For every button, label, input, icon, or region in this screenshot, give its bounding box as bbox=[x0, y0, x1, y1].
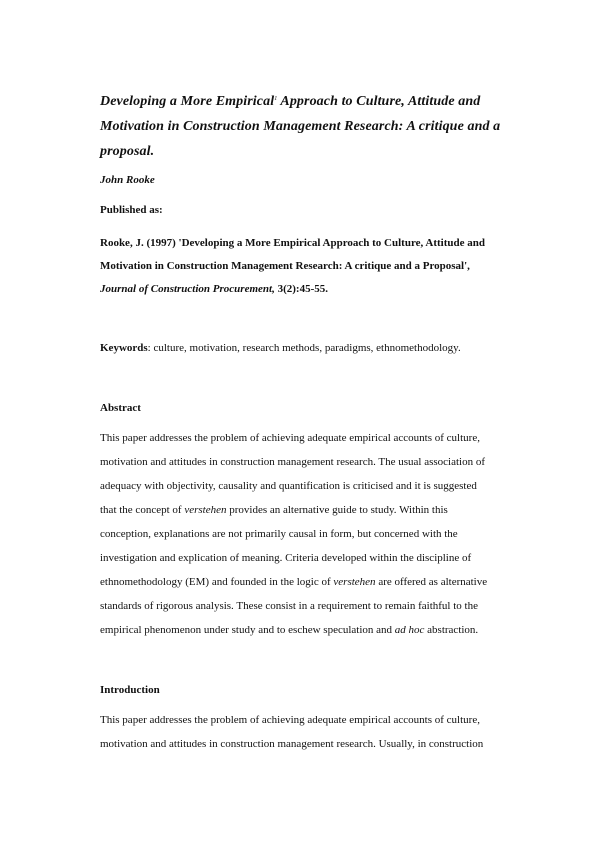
abstract-line bbox=[100, 498, 525, 522]
abstract-text: provides an alternative guide to study. Within this bbox=[226, 504, 448, 516]
abstract-line: standards of rigorous analysis. These consist in a requirement to remain faithful to the bbox=[100, 600, 478, 612]
abstract-line: This paper addresses the problem of achieving adequate empirical accounts of culture, bbox=[100, 432, 480, 444]
title-line-2: Motivation in Construction Management Research: A critique and a bbox=[100, 119, 501, 134]
volume-pages: 3(2):45-55. bbox=[274, 283, 328, 295]
introduction-line: motivation and attitudes in construction management research. Usually, in construction bbox=[100, 738, 484, 750]
abstract-text: ethnomethodology (EM) and founded in the logic of bbox=[100, 576, 334, 588]
abstract-emphasis: ad hoc bbox=[394, 624, 425, 636]
abstract-line bbox=[100, 570, 525, 594]
journal-name: Journal of Construction Procurement, bbox=[100, 283, 275, 295]
introduction-line: This paper addresses the problem of achieving adequate empirical accounts of culture, bbox=[100, 714, 480, 726]
keywords bbox=[100, 339, 525, 357]
title-line-3: proposal. bbox=[100, 144, 155, 159]
abstract-line: investigation and explication of meaning. Criteria developed within the discipline of bbox=[100, 552, 472, 564]
paper-title bbox=[100, 89, 525, 164]
abstract-emphasis: verstehen bbox=[184, 504, 227, 516]
citation-line-2: Motivation in Construction Management Research: A critique and a Proposal', bbox=[100, 260, 470, 272]
author-name: John Rooke bbox=[100, 174, 155, 186]
citation-line-3 bbox=[100, 278, 525, 301]
abstract-line bbox=[100, 618, 525, 642]
abstract-heading: Abstract bbox=[100, 402, 141, 414]
keywords-text: : culture, motivation, research methods, paradigms, ethnomethodology. bbox=[147, 342, 461, 354]
abstract-emphasis: verstehen bbox=[333, 576, 376, 588]
abstract-text: that the concept of bbox=[100, 504, 185, 516]
title-text: Approach to Culture, Attitude and bbox=[277, 94, 481, 109]
citation-line-1: Rooke, J. (1997) 'Developing a More Empirical Approach to Culture, Attitude and bbox=[100, 237, 485, 249]
title-line-1 bbox=[100, 89, 525, 114]
abstract-text: abstraction. bbox=[424, 624, 479, 636]
abstract-line: adequacy with objectivity, causality and quantification is criticised and it is suggested bbox=[100, 480, 477, 492]
introduction-paragraph bbox=[100, 708, 525, 756]
abstract-paragraph bbox=[100, 426, 525, 642]
published-as-label: Published as: bbox=[100, 204, 163, 216]
keywords-label: Keywords bbox=[100, 342, 148, 354]
abstract-line: conception, explanations are not primarily causal in form, but concerned with the bbox=[100, 528, 458, 540]
abstract-text: empirical phenomenon under study and to eschew speculation and bbox=[100, 624, 395, 636]
abstract-text: are offered as alternative bbox=[375, 576, 488, 588]
introduction-heading: Introduction bbox=[100, 684, 160, 696]
citation bbox=[100, 232, 525, 301]
title-text: Developing a More Empirical bbox=[100, 94, 275, 109]
abstract-line: motivation and attitudes in construction management research. The usual association of bbox=[100, 456, 485, 468]
footnote-marker[interactable]: 1 bbox=[274, 96, 278, 102]
